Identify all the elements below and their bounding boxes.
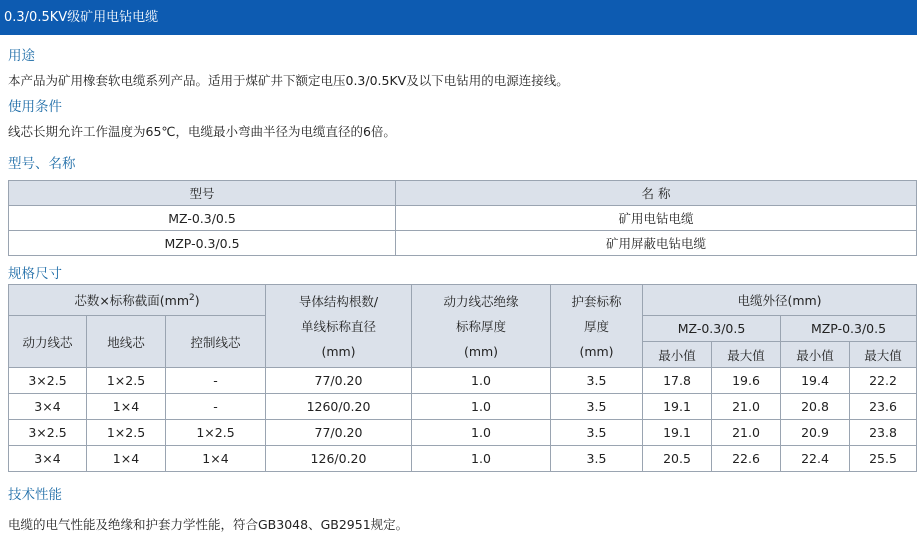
- table-row: [9, 368, 917, 394]
- cell-control-core: 1×2.5: [166, 420, 266, 446]
- header-power-core: 动力线芯: [9, 316, 87, 368]
- cell-name: 矿用电钻电缆: [396, 206, 917, 231]
- cell-mz-min: 20.5: [643, 446, 712, 472]
- table-row: [9, 231, 917, 256]
- table-row: [9, 394, 917, 420]
- table-header-row: [9, 285, 917, 316]
- header-od: 电缆外径(mm): [643, 285, 917, 316]
- cell-conductor: 77/0.20: [266, 420, 412, 446]
- specs-heading: 规格尺寸: [8, 266, 62, 282]
- performance-text: 电缆的电气性能及绝缘和护套力学性能，符合GB3048、GB2951规定。: [8, 517, 409, 532]
- cell-conductor: 1260/0.20: [266, 394, 412, 420]
- cell-mz-min: 19.1: [643, 394, 712, 420]
- cell-mzp-min: 19.4: [781, 368, 850, 394]
- header-mzp: MZP-0.3/0.5: [781, 316, 917, 342]
- table-header-row: [9, 181, 917, 206]
- column-header-model: 型号: [9, 181, 396, 206]
- header-control-core: 控制线芯: [166, 316, 266, 368]
- cell-ground-core: 1×4: [87, 446, 166, 472]
- cell-mzp-max: 23.6: [850, 394, 917, 420]
- header-sheath-l3: (mm): [579, 343, 614, 359]
- conditions-text: 线芯长期允许工作温度为65℃，电缆最小弯曲半径为电缆直径的6倍。: [8, 124, 396, 139]
- cell-insulation: 1.0: [412, 446, 551, 472]
- cell-power-core: 3×2.5: [9, 420, 87, 446]
- cell-mzp-min: 20.9: [781, 420, 850, 446]
- cell-ground-core: 1×2.5: [87, 420, 166, 446]
- cell-insulation: 1.0: [412, 394, 551, 420]
- header-insulation-l3: (mm): [463, 343, 499, 359]
- header-insulation: [412, 285, 551, 368]
- page-title: 0.3/0.5KV级矿用电钻电缆: [4, 10, 159, 25]
- header-mz-max: 最大值: [712, 342, 781, 368]
- cell-mz-max: 21.0: [712, 394, 781, 420]
- cell-control-core: -: [166, 394, 266, 420]
- header-mz: MZ-0.3/0.5: [643, 316, 781, 342]
- cell-power-core: 3×4: [9, 446, 87, 472]
- cell-control-core: -: [166, 368, 266, 394]
- cell-insulation: 1.0: [412, 368, 551, 394]
- header-sheath: [551, 285, 643, 368]
- cell-model: MZP-0.3/0.5: [9, 231, 396, 256]
- cell-mzp-max: 23.8: [850, 420, 917, 446]
- header-sheath-l1: 护套标称: [571, 293, 622, 309]
- cell-mzp-max: 25.5: [850, 446, 917, 472]
- page-title-bar: [0, 0, 917, 35]
- cell-ground-core: 1×2.5: [87, 368, 166, 394]
- table-row: [9, 446, 917, 472]
- cell-mz-max: 21.0: [712, 420, 781, 446]
- cell-mzp-min: 20.8: [781, 394, 850, 420]
- cell-sheath: 3.5: [551, 446, 643, 472]
- cell-mzp-max: 22.2: [850, 368, 917, 394]
- header-insulation-l1: 动力线芯绝缘: [443, 293, 519, 309]
- cell-mz-max: 19.6: [712, 368, 781, 394]
- column-header-name: 名 称: [396, 181, 917, 206]
- cell-conductor: 126/0.20: [266, 446, 412, 472]
- cell-mz-min: 17.8: [643, 368, 712, 394]
- header-sheath-l2: 厚度: [583, 318, 609, 334]
- header-mz-min: 最小值: [643, 342, 712, 368]
- table-row: [9, 206, 917, 231]
- conditions-heading: 使用条件: [8, 99, 62, 115]
- header-mzp-max: 最大值: [850, 342, 917, 368]
- header-conductor-l2: 单线标称直径: [300, 318, 376, 334]
- model-table: [8, 180, 917, 256]
- header-cores-area-sup: 2: [189, 292, 195, 303]
- table-row: [9, 420, 917, 446]
- performance-heading: 技术性能: [8, 487, 62, 503]
- cell-sheath: 3.5: [551, 394, 643, 420]
- header-mzp-min: 最小值: [781, 342, 850, 368]
- header-cores-area-text: 芯数×标称截面(mm: [74, 293, 190, 308]
- header-conductor-l1: 导体结构根数/: [298, 293, 379, 309]
- cell-conductor: 77/0.20: [266, 368, 412, 394]
- cell-name: 矿用屏蔽电钻电缆: [396, 231, 917, 256]
- cell-mzp-min: 22.4: [781, 446, 850, 472]
- header-conductor-l3: (mm): [321, 343, 356, 359]
- cell-mz-max: 22.6: [712, 446, 781, 472]
- cell-sheath: 3.5: [551, 420, 643, 446]
- header-conductor: [266, 285, 412, 368]
- header-cores-area-close: ): [194, 293, 200, 308]
- header-ground-core: 地线芯: [87, 316, 166, 368]
- spec-table: [8, 284, 917, 472]
- cell-mz-min: 19.1: [643, 420, 712, 446]
- usage-text: 本产品为矿用橡套软电缆系列产品。适用于煤矿井下额定电压0.3/0.5KV及以下电钻用的电源连接线。: [8, 73, 569, 88]
- usage-heading: 用途: [8, 48, 35, 64]
- cell-power-core: 3×4: [9, 394, 87, 420]
- cell-power-core: 3×2.5: [9, 368, 87, 394]
- cell-model: MZ-0.3/0.5: [9, 206, 396, 231]
- cell-control-core: 1×4: [166, 446, 266, 472]
- header-insulation-l2: 标称厚度: [455, 318, 506, 334]
- models-heading: 型号、名称: [8, 156, 76, 172]
- cell-sheath: 3.5: [551, 368, 643, 394]
- cell-insulation: 1.0: [412, 420, 551, 446]
- cell-ground-core: 1×4: [87, 394, 166, 420]
- header-cores-area: [9, 285, 266, 316]
